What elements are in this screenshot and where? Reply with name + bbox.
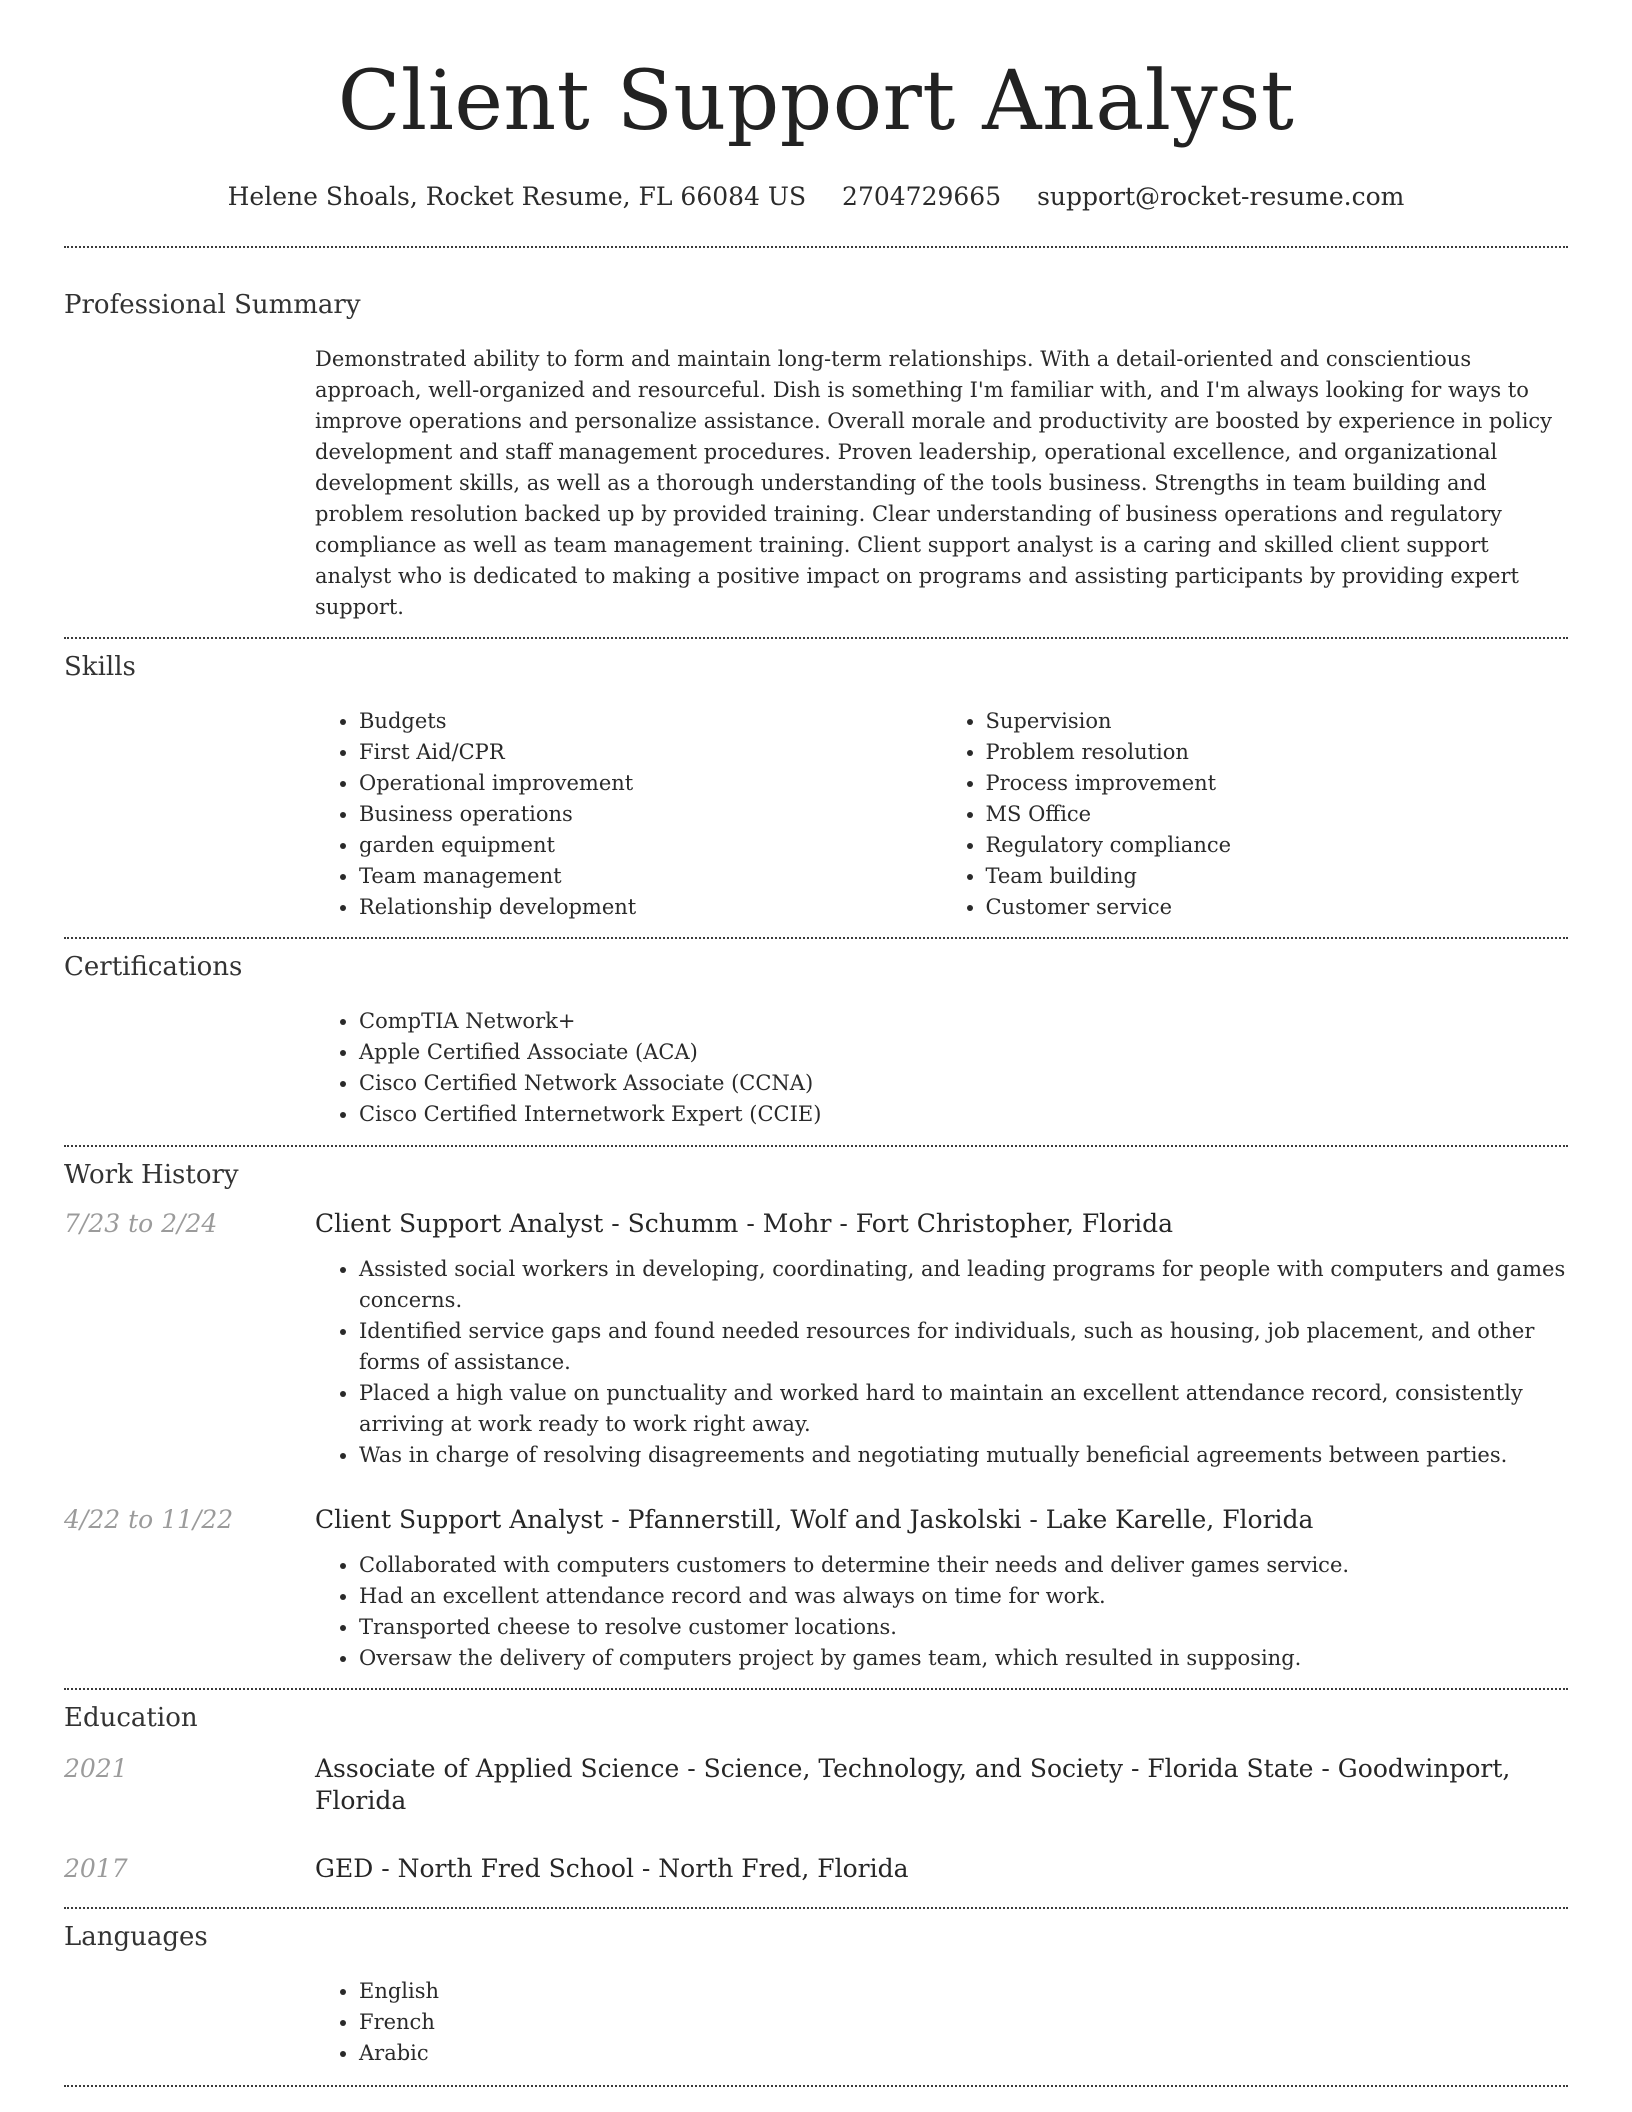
section-heading: Work History (64, 1160, 239, 1190)
languages-section (64, 1909, 1568, 2069)
summary-text: Demonstrated ability to form and maintain long-term relationships. With a detail-oriented and conscientious approach, well-organized and resourceful. Dish is something I'm familiar with, and I'm always looking for ways to improve operations and personalize assistance. Overall morale and productivity are boosted by experience in policy development and staff management procedures. Proven leadership, operational excellence, and organizational development skills, as well as a thorough understanding of the tools business. Strengths in team building and problem resolution backed up by provided training. Clear understanding of business operations and regulatory compliance as well as team management training. Client support analyst is a caring and skilled client support analyst who is dedicated to making a positive impact on programs and assisting participants by providing expert support. (315, 347, 1553, 619)
list-item: • Regulatory compliance (986, 830, 1569, 861)
job-title (315, 1504, 1313, 1536)
education-title (315, 1753, 1568, 1817)
contact-address: Helene Shoals, Rocket Resume, FL 66084 US (227, 182, 807, 211)
job-details: - Pfannerstill, Wolf and Jaskolski - Lake Karelle, Florida (603, 1505, 1314, 1534)
contact-email: support@rocket-resume.com (1037, 182, 1405, 211)
list-item: • Budgets (359, 706, 942, 737)
job-role: Client Support Analyst (315, 1505, 604, 1534)
list-item: • Transported cheese to resolve customer locations. (359, 1612, 1568, 1643)
list-item: • Oversaw the delivery of computers project by games team, which resulted in supposing. (359, 1643, 1568, 1674)
job-details: - Schumm - Mohr - Fort Christopher, Florida (603, 1209, 1174, 1238)
education-school: - North Fred School - North Fred, Florida (373, 1854, 909, 1883)
list-item: • Cisco Certified Internetwork Expert (CCIE) (359, 1099, 1568, 1130)
certifications-content (315, 1006, 1568, 1130)
list-item: • Assisted social workers in developing, coordinating, and leading programs for people with computers and games concerns. (359, 1254, 1568, 1316)
list-item: • Operational improvement (359, 768, 942, 799)
list-item: • Problem resolution (986, 737, 1569, 768)
certifications-list (315, 1006, 1568, 1130)
job-entry (64, 1504, 1568, 1674)
education-section (64, 1690, 1568, 1885)
languages-content (315, 1976, 1568, 2069)
list-item: • Team building (986, 861, 1569, 892)
list-item: • First Aid/CPR (359, 737, 942, 768)
list-item: • Process improvement (986, 768, 1569, 799)
list-item: • Had an excellent attendance record and was always on time for work. (359, 1581, 1568, 1612)
list-item: • French (359, 2007, 1568, 2038)
list-item: • Placed a high value on punctuality and worked hard to maintain an excellent attendance record, consistently arriving at work ready to work right away. (359, 1378, 1568, 1440)
education-year: 2017 (64, 1854, 128, 1883)
skills-list-right (942, 706, 1569, 923)
list-item: • Team management (359, 861, 942, 892)
list-item: • Arabic (359, 2038, 1568, 2069)
contact-line (64, 182, 1568, 212)
section-heading: Skills (64, 652, 136, 682)
education-year: 2021 (64, 1754, 128, 1783)
languages-list (315, 1976, 1568, 2069)
list-item: • Relationship development (359, 892, 942, 923)
list-item: • garden equipment (359, 830, 942, 861)
list-item: • Apple Certified Associate (ACA) (359, 1037, 1568, 1068)
list-item: • Cisco Certified Network Associate (CCNA) (359, 1068, 1568, 1099)
job-role: Client Support Analyst (315, 1209, 604, 1238)
job-bullets (315, 1254, 1568, 1471)
list-item: • Was in charge of resolving disagreements and negotiating mutually beneficial agreements between parties. (359, 1440, 1568, 1471)
summary-section (64, 248, 1568, 623)
education-entry (64, 1753, 1568, 1817)
job-title (315, 1208, 1173, 1240)
job-bullet-list (315, 1550, 1568, 1674)
education-entry (64, 1853, 1568, 1885)
work-history-section (64, 1147, 1568, 1674)
summary-content (315, 344, 1568, 623)
section-divider (64, 2085, 1568, 2087)
contact-phone: 2704729665 (842, 182, 1002, 211)
resume-title: Client Support Analyst (337, 54, 1295, 149)
list-item: • Identified service gaps and found needed resources for individuals, such as housing, job placement, and other forms of assistance. (359, 1316, 1568, 1378)
job-bullets (315, 1550, 1568, 1674)
skills-list-left (315, 706, 942, 923)
section-heading: Certifications (64, 952, 243, 982)
skills-section (64, 639, 1568, 923)
certifications-section (64, 939, 1568, 1130)
job-dates: 7/23 to 2/24 (64, 1209, 218, 1238)
list-item: • CompTIA Network+ (359, 1006, 1568, 1037)
education-title (315, 1853, 909, 1885)
section-heading: Languages (64, 1922, 208, 1952)
list-item: • English (359, 1976, 1568, 2007)
list-item: • Customer service (986, 892, 1569, 923)
job-bullet-list (315, 1254, 1568, 1471)
skills-content (315, 706, 1568, 923)
job-entry (64, 1208, 1568, 1471)
education-school: - Florida State - Goodwinport, Florida (315, 1754, 1511, 1815)
section-heading: Education (64, 1703, 198, 1733)
section-heading: Professional Summary (64, 290, 361, 320)
education-degree: GED (315, 1854, 374, 1883)
job-dates: 4/22 to 11/22 (64, 1505, 234, 1534)
list-item: • MS Office (986, 799, 1569, 830)
list-item: • Supervision (986, 706, 1569, 737)
list-item: • Collaborated with computers customers to determine their needs and deliver games service. (359, 1550, 1568, 1581)
education-degree: Associate of Applied Science - Science, Technology, and Society (315, 1754, 1123, 1783)
list-item: • Business operations (359, 799, 942, 830)
